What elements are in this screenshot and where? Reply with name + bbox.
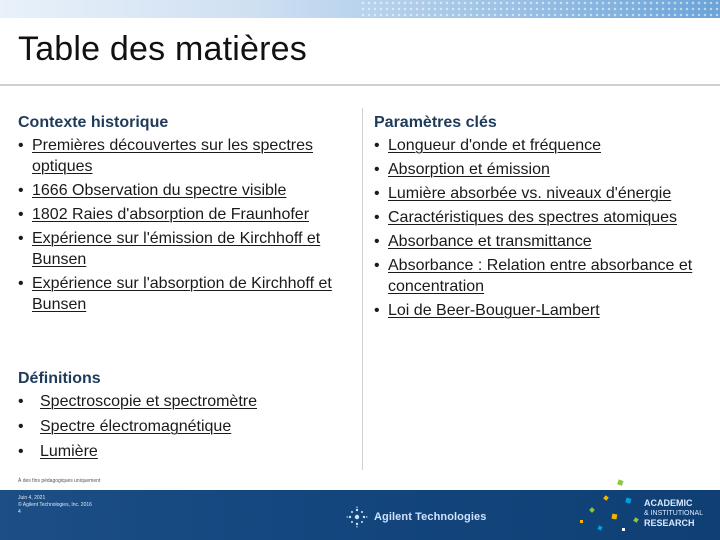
footer-note: © Agilent Technologies, Inc. 2016 [18,502,92,508]
list-item[interactable]: • Caractéristiques des spectres atomiques [374,207,704,228]
footer-notes-lower [18,495,158,516]
academic-research-logo [644,498,714,529]
brand-name: Agilent Technologies [374,511,487,523]
definitions-list [18,391,348,462]
column-divider [362,108,363,470]
slide-number: 4 [18,509,21,515]
list-item[interactable]: • Absorption et émission [374,159,704,180]
section-heading: Paramètres clés [374,114,497,131]
footer-note: Juin 4, 2021 [18,495,46,501]
slide-title: Table des matières [18,30,307,68]
section-definitions [18,367,348,466]
agilent-spark-icon [346,506,368,528]
list-item[interactable]: • 1666 Observation du spectre visible [18,180,348,201]
title-divider [0,84,720,86]
footer-note: À des fins pédagogiques uniquement [18,478,101,484]
contexte-list [18,135,348,315]
list-item[interactable]: • Spectre électromagnétique [18,416,348,437]
list-item[interactable]: • Absorbance : Relation entre absorbance et concentration [374,255,704,297]
list-item[interactable]: • 1802 Raies d'absorption de Fraunhofer [18,204,348,225]
footer-notes [18,478,158,485]
top-banner [0,0,720,18]
list-item[interactable]: • Lumière [18,441,348,462]
confetti-decoration-icon [560,478,650,538]
section-heading: Définitions [18,370,101,387]
section-contexte-historique [18,111,348,318]
list-item[interactable]: • Loi de Beer-Bouguer-Lambert [374,300,704,321]
params-list [374,135,704,321]
academic-label: ACADEMIC [644,498,693,508]
section-parametres-cles [374,111,704,324]
list-item[interactable]: • Premières découvertes sur les spectres optiques [18,135,348,177]
list-item[interactable]: • Spectroscopie et spectromètre [18,391,348,412]
list-item[interactable]: • Longueur d'onde et fréquence [374,135,704,156]
list-item[interactable]: • Expérience sur l'émission de Kirchhoff et Bunsen [18,228,348,270]
institutional-label: & INSTITUTIONAL [644,510,704,517]
section-heading: Contexte historique [18,114,169,131]
list-item[interactable]: • Absorbance et transmittance [374,231,704,252]
research-label: RESEARCH [644,518,695,528]
list-item[interactable]: • Expérience sur l'absorption de Kirchhoff et Bunsen [18,273,348,315]
agilent-logo [346,506,486,528]
list-item[interactable]: • Lumière absorbée vs. niveaux d'énergie [374,183,704,204]
